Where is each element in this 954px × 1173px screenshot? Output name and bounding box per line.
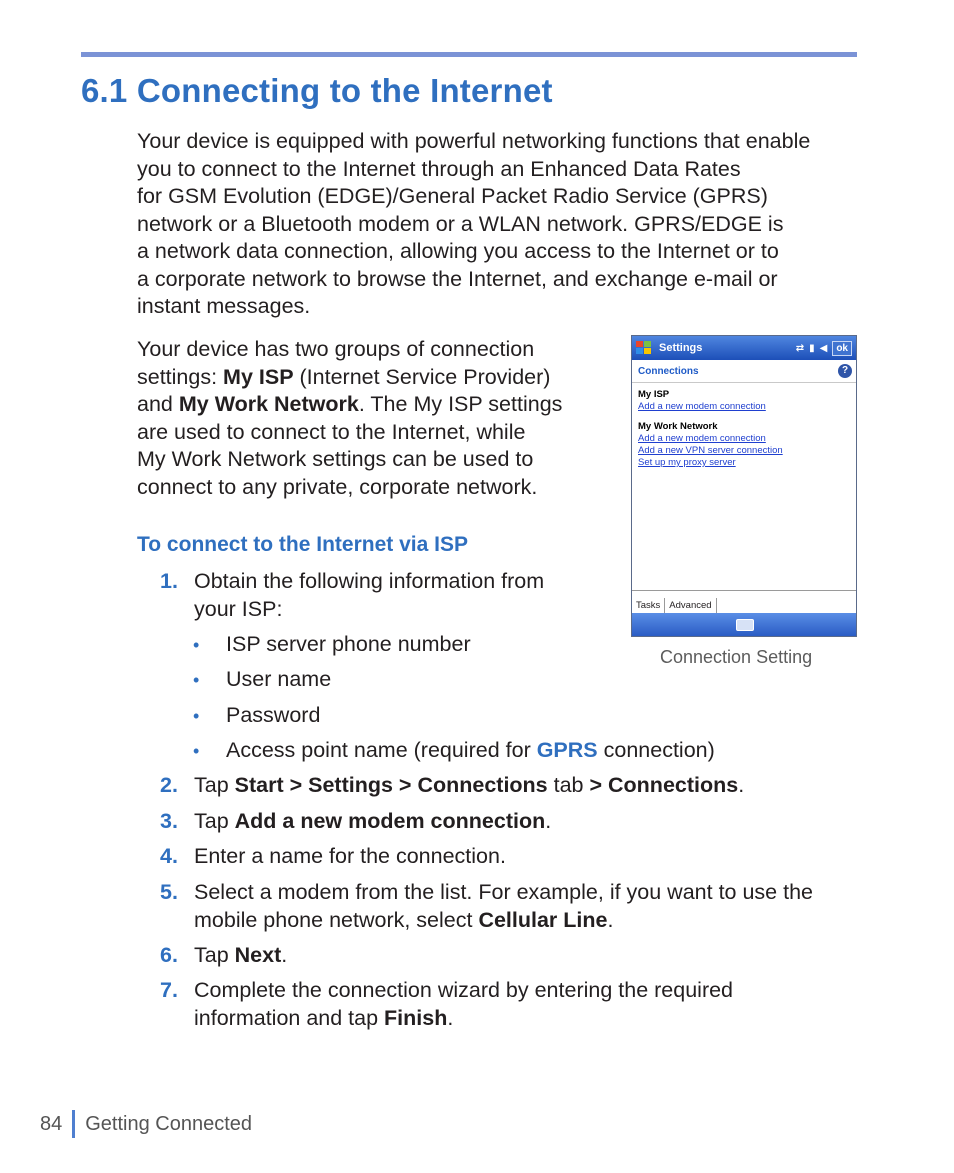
- intro-line: a corporate network to browse the Internet, and exchange e-mail or: [137, 266, 778, 291]
- device-title-bar: [632, 336, 856, 360]
- device-menu-bar: [632, 613, 856, 636]
- my-work-network-group-label: My Work Network: [638, 421, 718, 432]
- groups-line: Your device has two groups of connection: [137, 337, 535, 361]
- signal-icon[interactable]: ▮: [809, 342, 815, 354]
- groups-line: connect to any private, corporate network.: [137, 474, 538, 499]
- page-number: 84: [40, 1112, 63, 1135]
- step-5: 5. Select a modem from the list. For example, if you want to use the mobile phone network, select Cellular Line.: [160, 880, 813, 932]
- groups-line: My Work Network settings can be used to: [137, 447, 534, 471]
- step-7: 7. Complete the connection wizard by entering the required information and tap Finish.: [160, 978, 734, 1030]
- chapter-name: Getting Connected: [85, 1112, 253, 1135]
- work-add-modem-link[interactable]: Add a new modem connection: [638, 433, 766, 444]
- intro-line: instant messages.: [137, 294, 311, 318]
- intro-line: for GSM Evolution (EDGE)/General Packet Radio Service (GPRS): [137, 184, 768, 208]
- windows-start-icon[interactable]: [635, 340, 653, 356]
- figure-caption: Connection Setting: [660, 647, 813, 667]
- intro-line: a network data connection, allowing you access to the Internet or to: [137, 239, 779, 263]
- work-proxy-link[interactable]: Set up my proxy server: [638, 457, 736, 468]
- bullet-item: • Access point name (required for GPRS connection): [193, 738, 715, 762]
- step-6: 6. Tap Next.: [160, 943, 288, 967]
- keyboard-icon[interactable]: [736, 619, 754, 631]
- connections-content: [632, 383, 856, 591]
- volume-icon[interactable]: ◀: [819, 342, 828, 354]
- step-3: 3. Tap Add a new modem connection.: [160, 809, 552, 833]
- work-add-vpn-link[interactable]: Add a new VPN server connection: [638, 445, 783, 456]
- intro-line: you to connect to the Internet through an Enhanced Data Rates: [137, 156, 741, 181]
- footer-divider: [72, 1110, 75, 1138]
- tab-advanced[interactable]: Advanced: [665, 598, 716, 613]
- step-4: 4. Enter a name for the connection.: [160, 844, 506, 868]
- procedure-heading: To connect to the Internet via ISP: [137, 533, 468, 556]
- help-icon[interactable]: ?: [838, 364, 852, 378]
- connectivity-icon[interactable]: ⇄: [795, 342, 805, 354]
- groups-line: are used to connect to the Internet, while: [137, 419, 526, 444]
- intro-line: Your device is equipped with powerful networking functions that enable: [137, 129, 811, 153]
- my-isp-add-modem-link[interactable]: Add a new modem connection: [638, 401, 766, 412]
- step-1: 1. Obtain the following information from your ISP:: [160, 569, 545, 621]
- my-isp-group-label: My ISP: [638, 389, 670, 400]
- tab-tasks[interactable]: Tasks: [632, 598, 665, 613]
- step-2: 2. Tap Start > Settings > Connections tab > Connections.: [160, 773, 745, 797]
- connections-header: [632, 360, 856, 383]
- ok-button[interactable]: ok: [832, 341, 852, 356]
- top-rule: [81, 52, 857, 57]
- bullet-item: • ISP server phone number: [193, 632, 471, 656]
- groups-line: settings: My ISP (Internet Service Provider): [137, 364, 551, 389]
- groups-line: and My Work Network. The My ISP settings: [137, 392, 563, 416]
- connection-groups-paragraph: [137, 336, 607, 501]
- device-status-area: [796, 341, 852, 356]
- page-footer: [40, 1110, 252, 1138]
- intro-paragraph: [137, 128, 867, 321]
- bullet-item: • Password: [193, 703, 321, 727]
- connection-settings-screenshot: [631, 335, 857, 637]
- device-tab-strip: [632, 590, 856, 613]
- device-window-title: Settings: [659, 342, 703, 354]
- connections-header-label: Connections: [638, 365, 699, 377]
- intro-line: network or a Bluetooth modem or a WLAN network. GPRS/EDGE is: [137, 211, 784, 236]
- section-title: 6.1 Connecting to the Internet: [81, 72, 553, 109]
- bullet-item: • User name: [193, 667, 332, 691]
